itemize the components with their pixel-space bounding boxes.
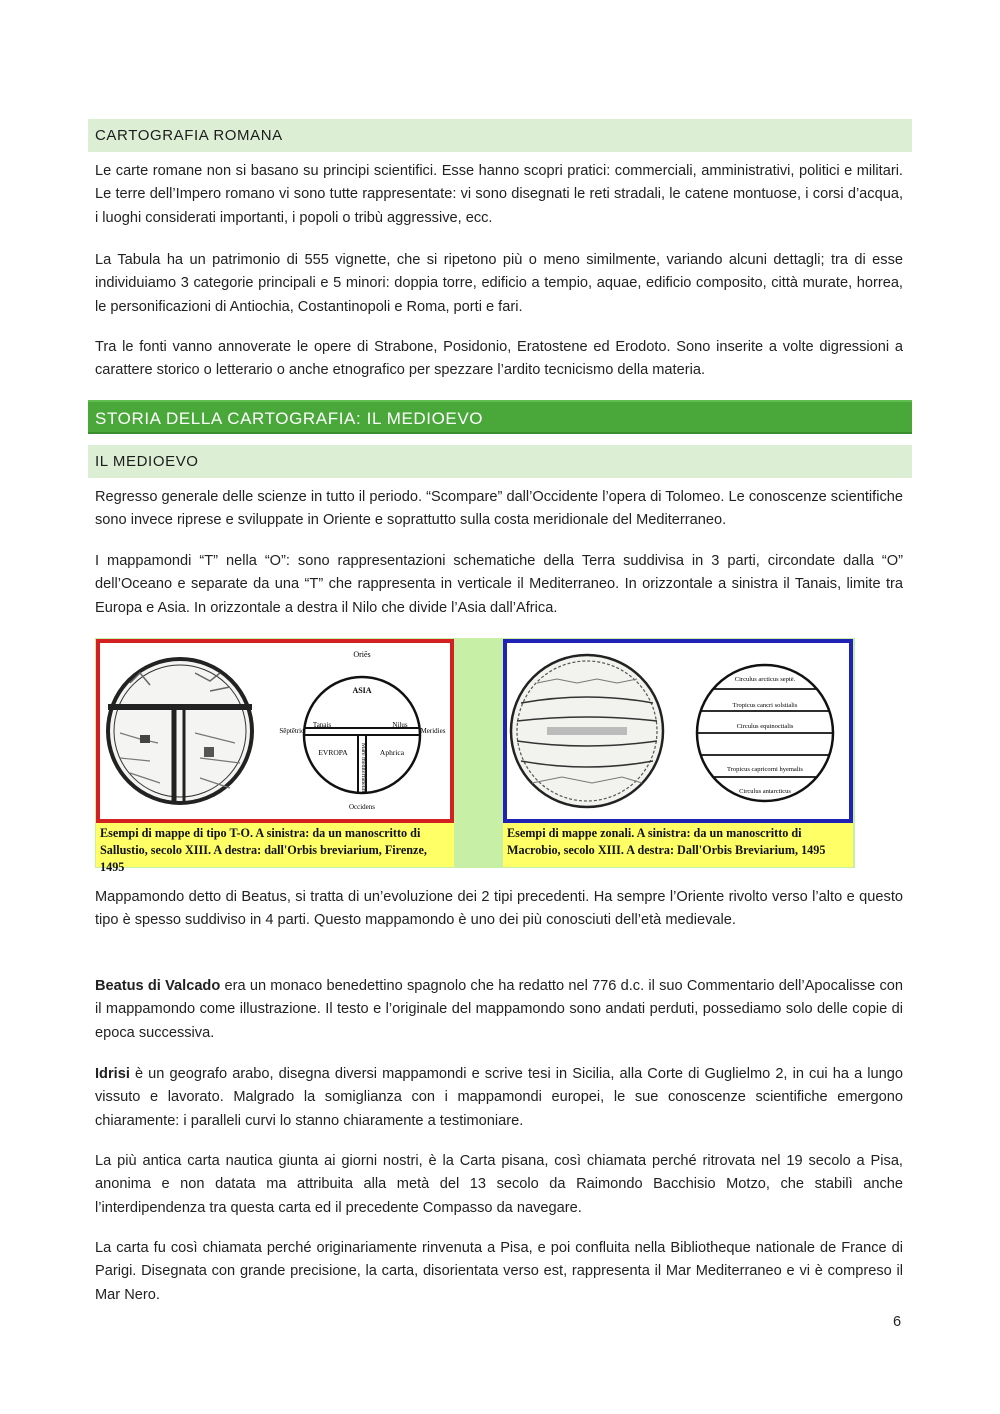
label-asia: ASIA bbox=[352, 686, 372, 695]
label-mare-mediterraneum: Mare mediterraneum bbox=[360, 743, 366, 794]
paragraph-carta-parigi bbox=[95, 1237, 903, 1307]
paragraph-text: era un monaco benedettino spagnolo che ha redatto nel 776 d.c. il suo Commentario dell’Apocalisse con il mappamondo come illustrazione. Il testo e l’originale del mappamondo sono andati perduti, possediamo solo delle copie di epoca successiva. bbox=[95, 978, 903, 1041]
label-circulus-equinoctialis: Circulus equinoctialis bbox=[736, 723, 794, 730]
label-tropicus-capricorni: Tropicus capricorni hyemalis bbox=[727, 766, 803, 773]
paragraph-fonti: Tra le fonti vanno annoverate le opere di Strabone, Posidonio, Eratostene ed Erodoto. Sono inserite a volte digressioni a carattere storico o letterario o anche etnografico per spezzare l’ardito tecnicismo della materia. bbox=[95, 339, 903, 379]
section-heading-cartografia-romana: CARTOGRAFIA ROMANA bbox=[88, 119, 912, 152]
paragraph-mappamondi-to: I mappamondi “T” nella “O”: sono rappresentazioni schematiche della Terra suddivisa in 3 parti, circondate dalla “O” dell’Oceano e separate da una “T” che rappresenta in verticale il Mediterraneo. In orizzontale a sinistra il Tanais, limite tra Europa e Asia. In orizzontale a destra il Nilo che divide l’Asia dall’Africa. bbox=[95, 553, 903, 616]
paragraph-beatus bbox=[95, 886, 903, 933]
label-tanais: Tanais bbox=[312, 721, 332, 729]
paragraph-beatus-di-valcado bbox=[95, 975, 903, 1045]
label-circulus-arcticus: Circulus arcticus septē. bbox=[734, 676, 796, 683]
label-tropicus-cancri: Tropicus cancri solstialis bbox=[732, 702, 798, 709]
label-europa: EVROPA bbox=[318, 748, 348, 757]
paragraph-text: La più antica carta nautica giunta ai giorni nostri, è la Carta pisana, così chiamata perché ritrovata nel 19 secolo a Pisa, anonima e non datata ma attribuita alla metà del 13 secolo da Raimondo Bacchisio Motzo, che stabilì anche l’interdipendenza tra questa carta ed il precedente Compasso da navegare. bbox=[95, 1153, 903, 1216]
bold-term: Beatus di Valcado bbox=[95, 978, 221, 994]
orbis-breviarium-to-map bbox=[279, 650, 445, 811]
label-circulus-antarcticus: Circulus antarcticus bbox=[739, 788, 791, 795]
label-occidens: Occidens bbox=[348, 803, 376, 811]
paragraph-text: La carta fu così chiamata perché originariamente rinvenuta a Pisa, e poi confluita nella Bibliotheque nationale de France di Parigi. Disegnata con grande precisione, la carta, disorientata verso est, rappresenta il Mar Mediterraneo e vi è compreso il Mar Nero. bbox=[95, 1240, 903, 1303]
map-figure bbox=[95, 638, 855, 874]
orbis-breviarium-zonal-map bbox=[697, 665, 833, 801]
paragraph-text: Mappamondo detto di Beatus, si tratta di un’evoluzione dei 2 tipi precedenti. Ha sempre l’Oriente rivolto verso l’alto e questo tipo è spesso suddiviso in 4 parti. Questo mappamondo è uno dei più conosciuti dell’età medievale. bbox=[95, 889, 903, 929]
page-number: 6 bbox=[893, 1314, 902, 1330]
to-maps-panel bbox=[96, 639, 454, 823]
caption-zonal-maps: Esempi di mappe zonali. A sinistra: da un manoscritto di Macrobio, secolo XIII. A destra: Dall'Orbis Breviarium, 1495 bbox=[503, 823, 853, 867]
macrobio-map bbox=[511, 655, 663, 807]
paragraph-regresso: Regresso generale delle scienze in tutto il periodo. “Scompare” dall’Occidente l’opera di Tolomeo. Le conoscenze scientifiche sono invece riprese e sviluppate in Oriente e soprattutto sulla costa meridionale del Mediterraneo. bbox=[95, 489, 903, 529]
to-maps-illustration bbox=[100, 643, 450, 819]
label-africa: Aphrica bbox=[379, 748, 405, 757]
paragraph-roman-purpose: Le carte romane non si basano su principi scientifici. Esse hanno scopri pratici: commerciali, amministrativi, politici e militari. Le terre dell’Impero romano vi sono tutte rappresentate: vi sono disegnati le reti stradali, le catene montuose, i corsi d’acqua, i luoghi considerati importanti, i popoli o tribù aggressive, ecc. bbox=[95, 163, 903, 226]
label-oriens: Oriēs bbox=[353, 650, 371, 659]
bold-term: Idrisi bbox=[95, 1066, 130, 1082]
label-meridies: Meridies bbox=[420, 727, 446, 735]
label-septentrio: Sēptētrio bbox=[279, 727, 305, 735]
section-heading-medioevo: IL MEDIOEVO bbox=[88, 445, 912, 478]
zonal-maps-illustration bbox=[507, 643, 849, 819]
label-nilus: Nilus bbox=[392, 721, 408, 729]
section-heading-storia-cartografia: STORIA DELLA CARTOGRAFIA: IL MEDIOEVO bbox=[88, 400, 912, 434]
paragraph-carta-pisana bbox=[95, 1150, 903, 1220]
paragraph-tabula: La Tabula ha un patrimonio di 555 vignette, che si ripetono più o meno similmente, variando alcuni dettagli; tra di esse individuiamo 3 categorie principali e 5 minori: doppia torre, edificio a tempio, aquae, edificio composito, città murate, horrea, le personificazioni di Antiochia, Costantinopoli e Roma, porti e fari. bbox=[95, 252, 903, 315]
paragraph-text: è un geografo arabo, disegna diversi mappamondi e scrive tesi in Sicilia, alla Corte di Guglielmo 2, in cui ha a lungo vissuto e lavorato. Malgrado la somiglianza con i mappamondi europei, le sue conoscenze scientifiche emergono chiaramente: i paralleli curvi lo stanno chiaramente a testimoniare. bbox=[95, 1066, 903, 1129]
caption-to-maps: Esempi di mappe di tipo T-O. A sinistra: da un manoscritto di Sallustio, secolo XIII. A destra: dall'Orbis breviarium, Firenze, 1495 bbox=[96, 823, 454, 867]
paragraph-idrisi bbox=[95, 1063, 903, 1133]
sallustio-map bbox=[108, 659, 252, 803]
zonal-maps-panel bbox=[503, 639, 853, 823]
